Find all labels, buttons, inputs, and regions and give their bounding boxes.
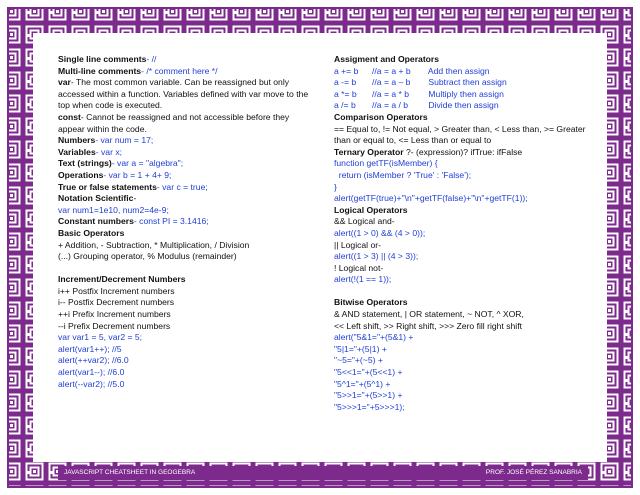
bitwise-code-line: "5>>1="+(5>>1) + bbox=[334, 390, 403, 401]
assignment-row: a /= b //a = a / b Divide then assign bbox=[334, 100, 499, 111]
incdec-code-line: alert(--var2); //5.0 bbox=[58, 378, 125, 389]
incdec-code-line: alert(var1++); //5 bbox=[58, 343, 122, 354]
assignment-heading: Assigment and Operators bbox=[334, 54, 440, 64]
comparison-heading: Comparison Operators bbox=[334, 111, 428, 122]
ternary-code-line: alert(getTF(true)+"\n"+getTF(false)+"\n"+getTF(1)); bbox=[334, 193, 528, 204]
spacer bbox=[58, 263, 316, 275]
incdec-line: i++ Postfix Increment numbers bbox=[58, 285, 175, 296]
bitwise-line: << Left shift, >> Right shift, >>> Zero fill right shift bbox=[334, 320, 522, 331]
incdec-code-line: alert(++var2); //6.0 bbox=[58, 355, 129, 366]
bitwise-code-line: "5<<1="+(5<<1) + bbox=[334, 367, 403, 378]
incdec-heading: Increment/Decrement Numbers bbox=[58, 274, 186, 285]
notation-example: var num1=1e10, num2=4e-9; bbox=[58, 204, 169, 215]
multi-line-comments: Multi-line comments- /* comment here */ bbox=[58, 65, 218, 76]
logical-not-code: alert(!(1 == 1)); bbox=[334, 274, 392, 285]
bitwise-line: & AND statement, | OR statement, ~ NOT, ^ XOR, bbox=[334, 309, 524, 320]
logical-or: || Logical or- bbox=[334, 239, 381, 250]
spacer bbox=[334, 286, 592, 298]
logical-and: && Logical and- bbox=[334, 216, 395, 227]
bitwise-code-line: "5>>>1="+5>>>1); bbox=[334, 401, 405, 412]
cheatsheet-content bbox=[58, 54, 588, 454]
basic-operators-line: (...) Grouping operator, % Modulus (remainder) bbox=[58, 251, 237, 262]
footer-title: JAVASCRIPT CHEATSHEET IN GEOGEBRA bbox=[64, 469, 196, 476]
incdec-line: --i Prefix Decrement numbers bbox=[58, 320, 171, 331]
operations-example: Operations- var b = 1 + 4+ 9; bbox=[58, 169, 172, 180]
bitwise-heading: Bitwise Operators bbox=[334, 297, 408, 308]
ternary-code-line: return (isMember ? 'True' : 'False'); bbox=[334, 169, 472, 180]
incdec-line: ++i Prefix Increment numbers bbox=[58, 309, 171, 320]
single-line-comments: Single line comments- // bbox=[58, 54, 157, 64]
logical-or-code: alert((1 > 3) || (4 > 3)); bbox=[334, 251, 419, 262]
bitwise-code-line: alert("5&1="+(5&1) + bbox=[334, 332, 414, 343]
ternary-code-line: function getTF(isMember) { bbox=[334, 158, 438, 169]
incdec-line: i-- Postfix Decrement numbers bbox=[58, 297, 175, 308]
incdec-code-line: var var1 = 5, var2 = 5; bbox=[58, 332, 143, 343]
bitwise-code-line: "5^1="+(5^1) + bbox=[334, 378, 391, 389]
footer-author: PROF. JOSÉ PÉREZ SANABRIA bbox=[485, 469, 582, 476]
variables-example: Variables- var x; bbox=[58, 146, 123, 157]
bitwise-code-line: "5|1="+(5|1) + bbox=[334, 343, 387, 354]
boolean-example: True or false statements- var c = true; bbox=[58, 181, 208, 192]
constant-example: Constant numbers- const PI = 3.1416; bbox=[58, 216, 209, 227]
comparison-text: == Equal to, != Not equal, > Greater than, < Less than, >= Greater than or equal to, <= Less than or equal to bbox=[334, 123, 586, 146]
numbers-example: Numbers- var num = 17; bbox=[58, 135, 154, 146]
logical-and-code: alert((1 > 0) && (4 > 0)); bbox=[334, 227, 426, 238]
left-column bbox=[58, 54, 316, 390]
const-description: const- Cannot be reassigned and not accessible before they appear within the code. bbox=[58, 111, 290, 134]
right-column bbox=[334, 54, 592, 413]
bitwise-code-line: "~5="+(~5) + bbox=[334, 355, 383, 366]
assignment-row: a += b //a = a + b Add then assign bbox=[334, 65, 490, 76]
basic-operators-line: + Addition, - Subtraction, * Multiplication, / Division bbox=[58, 239, 250, 250]
ternary-heading: Ternary Operator ?- (expression)? ifTrue: ifFalse bbox=[334, 146, 523, 157]
incdec-code-line: alert(var1--); //6.0 bbox=[58, 367, 125, 378]
ternary-code-line: } bbox=[334, 181, 337, 192]
notation-heading: Notation Scientific- bbox=[58, 193, 137, 204]
logical-heading: Logical Operators bbox=[334, 204, 408, 215]
footer-bar bbox=[58, 466, 588, 480]
var-description: var- The most common variable. Can be reassigned but only accessed within a function. Variables defined with var move to the top when code is executed. bbox=[58, 77, 309, 111]
assignment-row: a -= b //a = a – b Subtract then assign bbox=[334, 77, 507, 88]
strings-example: Text (strings)- var a = "algebra"; bbox=[58, 158, 184, 169]
assignment-row: a *= b //a = a * b Multiply then assign bbox=[334, 88, 504, 99]
basic-operators-heading: Basic Operators bbox=[58, 227, 125, 238]
logical-not: ! Logical not- bbox=[334, 262, 384, 273]
